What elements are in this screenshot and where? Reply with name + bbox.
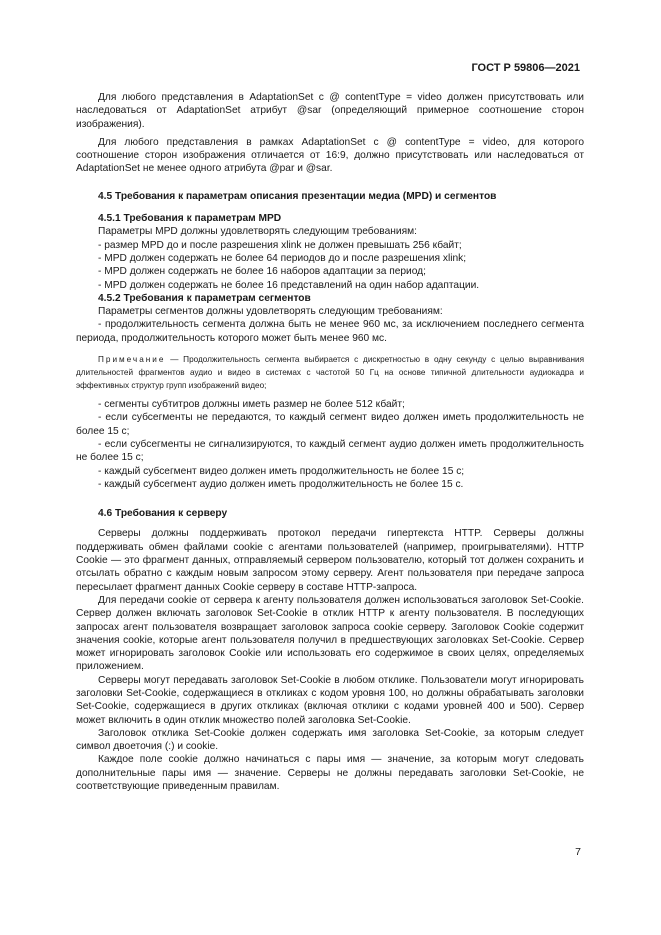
paragraph: Параметры MPD должны удовлетворять следующим требованиям: (98, 226, 417, 238)
note-text: — Продолжительность сегмента выбирается с дискретностью в одну секунду с целью выравнивания длительностей фрагментов аудио и видео в системах с частотой 50 Гц на основе типичной длительности аудиокадра и эффективных структур групп изображений видео; (76, 355, 584, 391)
paragraph: Для любого представления в рамках AdaptationSet с @ contentType = video, для которого соотношение сторон изображения отличается от 16:9, должно присутствовать или наследоваться от AdaptationSet не менее одного атрибута @par и @sar. (76, 136, 584, 175)
page-number: 7 (575, 846, 581, 858)
list-item: - размер MPD до и после разрешения xlink не должен превышать 256 кбайт; (98, 239, 462, 251)
paragraph: Для передачи cookie от сервера к агенту пользователя должен использоваться заголовок Set-Cookie. Сервер должен включать заголовок Set-Cookie в отклик HTTP к агенту пользователя. В последующих запросах агент пользователя возвращает заголовок запроса cookie серверу. Заголовок Cookie содержит значения cookie, которые агент пользователя получил в предшествующих заголовках Set-Cookie. Сервер может игнорировать заголовок Cookie или использовать его содержимое в своих целях, определяемых приложением. (76, 594, 584, 673)
list-item: - каждый субсегмент видео должен иметь продолжительность не более 15 с; (98, 465, 465, 477)
section-heading: 4.6 Требования к серверу (98, 508, 228, 520)
list-item: - сегменты субтитров должны иметь размер не более 512 кбайт; (98, 399, 405, 411)
document-id: ГОСТ Р 59806—2021 (471, 62, 580, 74)
list-item: - если субсегменты не передаются, то каждый сегмент видео должен иметь продолжительность не более 15 с; (76, 412, 584, 437)
list-item: - MPD должен содержать не более 64 периодов до и после разрешения xlink; (98, 252, 467, 264)
list-item: - если субсегменты не сигнализируются, то каждый сегмент аудио должен иметь продолжительность не более 15 с; (76, 438, 584, 464)
list-item: - продолжительность сегмента должна быть не менее 960 мс, за исключением последнего сегмента периода, продолжительность которого может быть менее 960 мс. (76, 319, 584, 344)
subsection-heading: 4.5.2 Требования к параметрам сегментов (98, 292, 311, 304)
section-heading: 4.5 Требования к параметрам описания презентации медиа (MPD) и сегментов (98, 190, 497, 202)
paragraph: Заголовок отклика Set-Cookie должен содержать имя заголовка Set-Cookie, за которым следует символ двоеточия (:) и cookie. (76, 727, 584, 753)
note-label: Примечание (98, 355, 166, 365)
list-item: - MPD должен содержать не более 16 представлений на один набор адаптации. (98, 279, 480, 291)
document-body (76, 91, 584, 793)
paragraph: Для любого представления в AdaptationSet с @ contentType = video должен присутствовать или наследоваться от AdaptationSet атрибут @sar (определяющий примерное соотношение сторон изображения). (76, 92, 584, 130)
subsection-heading: 4.5.1 Требования к параметрам MPD (98, 213, 282, 225)
list-item: - каждый субсегмент аудио должен иметь продолжительность не более 15 с. (98, 478, 464, 490)
paragraph: Серверы могут передавать заголовок Set-Cookie в любом отклике. Пользователи могут игнорировать заголовки Set-Cookie, содержащиеся в откликах с кодом уровня 100, но должны обрабатывать заголовки Set-Cookie, содержащиеся в других откликах (включая отклики с кодами уровней 400 и 500). Сервер может включить в один отклик множество полей заголовка Set-Cookie. (76, 674, 584, 726)
paragraph: Серверы должны поддерживать протокол передачи гипертекста HTTP. Серверы должны поддерживать обмен файлами cookie с агентами пользователей (например, проигрывателями). HTTP Cookie — это фрагмент данных, отправляемый сервером пользователю, который тот должен сохранить и отсылать обратно с каждым новым запросом этому серверу. Агент пользователя при передаче запроса пересылает фрагмент данных Cookie серверу в составе HTTP-запроса. (76, 528, 584, 593)
note (76, 353, 584, 392)
paragraph: Каждое поле cookie должно начинаться с пары имя — значение, за которым могут следовать дополнительные пары имя — значение. Серверы не должны передавать заголовки Set-Cookie, не соответствующие приведенным правилам. (76, 754, 584, 793)
list-item: - MPD должен содержать не более 16 наборов адаптации за период; (98, 266, 426, 278)
paragraph: Параметры сегментов должны удовлетворять следующим требованиям: (98, 306, 443, 318)
